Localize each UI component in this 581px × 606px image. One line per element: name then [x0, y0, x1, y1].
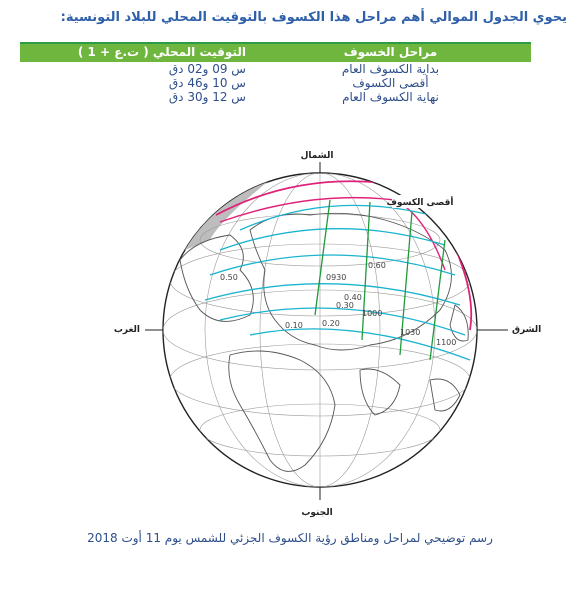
magnitude-label: 0.60	[368, 261, 386, 270]
time-cell: س 10 و46 دق	[168, 76, 246, 90]
max-eclipse-label: أقصى الكسوف	[386, 198, 454, 208]
magnitude-label: 0.10	[285, 321, 303, 330]
table-row	[20, 62, 531, 76]
table-header-row	[20, 42, 531, 62]
header-phase: مراحل الخسوف	[250, 42, 531, 62]
magnitude-label: 0.50	[220, 273, 238, 282]
south-label: الجنوب	[301, 508, 333, 518]
table-row	[20, 76, 531, 90]
table-top-rule	[20, 42, 531, 44]
time-label: 0930	[326, 273, 347, 282]
magnitude-label: 0.40	[344, 293, 362, 302]
time-label: 1100	[436, 338, 457, 347]
magnitude-label: 0.30	[336, 301, 354, 310]
phase-cell: نهاية الكسوف العام	[342, 90, 439, 104]
magnitude-label: 0.20	[322, 319, 340, 328]
eclipse-visibility-map	[100, 140, 550, 525]
time-label: 1000	[362, 309, 383, 318]
west-label: الغرب	[113, 325, 140, 335]
figure-caption: رسم توضيحي لمراحل ومناطق رؤية الكسوف الجزئي للشمس يوم 11 أوت 2018	[87, 531, 493, 545]
intro-text: يحوي الجدول الموالي أهم مراحل هذا الكسوف بالتوقيت المحلي للبلاد التونسية:	[60, 10, 567, 25]
eclipse-phases-table	[20, 42, 531, 104]
header-local-time: التوقيت المحلي ( ت.ع + 1 )	[20, 42, 250, 62]
time-cell: س 12 و30 دق	[168, 90, 246, 104]
time-label: 1030	[400, 328, 421, 337]
table-row	[20, 90, 531, 104]
east-label: الشرق	[512, 325, 542, 335]
time-cell: س 09 و02 دق	[168, 62, 246, 76]
phase-cell: أقصى الكسوف	[352, 76, 429, 90]
north-label: الشمال	[300, 151, 334, 161]
phase-cell: بداية الكسوف العام	[341, 62, 440, 76]
